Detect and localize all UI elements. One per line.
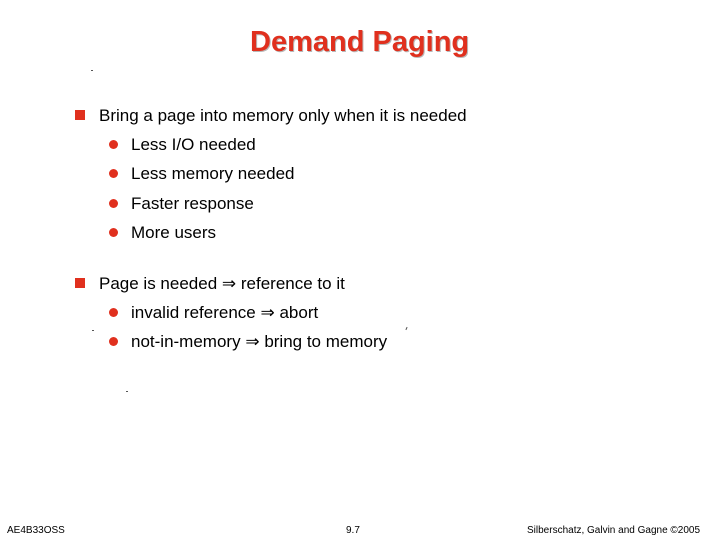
stray-mark bbox=[92, 330, 94, 331]
sub-bullet-text-a: not-in-memory bbox=[131, 332, 241, 351]
sub-bullet-text-b: bring to memory bbox=[264, 332, 388, 351]
slide-title: Demand Paging bbox=[250, 26, 470, 58]
stray-mark bbox=[405, 327, 407, 330]
sub-bullet-text: Less memory needed bbox=[131, 164, 295, 183]
sub-bullet-text: More users bbox=[131, 223, 217, 242]
bullet-text-a: Page is needed bbox=[99, 274, 218, 293]
footer-course-code: AE4B33OSS bbox=[7, 525, 65, 536]
round-bullet-icon bbox=[109, 199, 118, 208]
stray-mark bbox=[126, 391, 128, 392]
stray-mark bbox=[91, 70, 93, 71]
implies-arrow-icon: ⇒ bbox=[221, 274, 237, 294]
footer-page-number: 9.7 bbox=[346, 525, 360, 536]
sub-bullet-text-b: abort bbox=[279, 303, 319, 322]
square-bullet-icon bbox=[75, 278, 85, 288]
sub-bullet-text bbox=[131, 332, 387, 352]
implies-arrow-icon: ⇒ bbox=[245, 332, 260, 352]
round-bullet-icon bbox=[109, 228, 118, 237]
implies-arrow-icon: ⇒ bbox=[260, 303, 275, 323]
bullet-text: Bring a page into memory only when it is needed bbox=[99, 106, 467, 125]
sub-bullet-text bbox=[131, 303, 318, 323]
round-bullet-icon bbox=[109, 169, 118, 178]
bullet-text bbox=[99, 274, 345, 294]
round-bullet-icon bbox=[109, 308, 118, 317]
round-bullet-icon bbox=[109, 140, 118, 149]
square-bullet-icon bbox=[75, 110, 85, 120]
sub-bullet-text: Faster response bbox=[131, 194, 254, 213]
bullet-text-b: reference to it bbox=[240, 274, 345, 293]
sub-bullet-text: Less I/O needed bbox=[131, 135, 256, 154]
sub-bullet-text-a: invalid reference bbox=[131, 303, 256, 322]
round-bullet-icon bbox=[109, 337, 118, 346]
footer-copyright: Silberschatz, Galvin and Gagne ©2005 bbox=[527, 525, 701, 536]
